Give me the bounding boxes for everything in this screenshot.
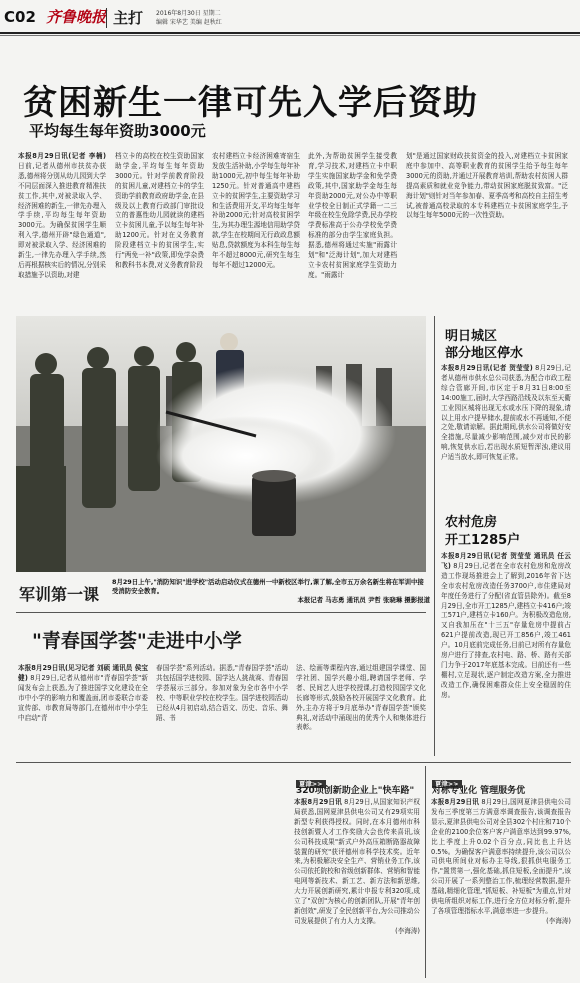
box-article-col-3: [296, 664, 426, 754]
bottom-column-divider: [425, 766, 426, 978]
bottom-left-author: (李海涛): [395, 926, 420, 935]
bottom-right-article: [431, 798, 571, 978]
main-article-text: 日前,记者从德州市扶贫办获悉,德州将分别从幼儿园到大学不同层面深入推进教育精准扶贫工作,其中,对被录取入学、经济困难的新生,一律先办理入学手续,平均每生每年资助3000元。为确保贫困学生顺利入学,德州开辟"绿色通道",即对被录取入学、经济困难的新生,一律先办理入学手续,然后再根据核实后的情况,分别采取措施予以资助,对建: [18, 161, 106, 279]
main-headline: 贫困新生一律可先入学后资助: [23, 83, 478, 123]
page-number: C02: [4, 8, 36, 26]
side2-lead: 本报8月29日讯(记者 贺莹莹 通讯员 任云飞): [441, 552, 571, 570]
main-article-col-1: [18, 152, 106, 314]
box-divider-top: [16, 612, 426, 613]
photo-illustration: [16, 316, 426, 572]
side2-article: [441, 552, 571, 756]
bottom-right-title: 对标专业化 管理服务优: [432, 786, 526, 796]
bottom-left-title: 320项创新助企业上"快车路": [296, 786, 415, 796]
main-article-text: 档立卡的高校在校生资助国家助学金,平均每生每年资助3000元。针对学前教育阶段的贫困儿童,对建档立卡的学生资助学前教育政府助学金,在县级及以上教育行政部门审批设立的普惠性幼儿园就读的建档立卡贫困儿童,予以每生每年补助1200元。针对在义务教育阶段建档立卡的贫困学生,实行"两免一补"政策,即免学杂费和教科书本费,对义务教育阶段: [115, 152, 204, 269]
newspaper-logo: 齐鲁晚报: [46, 8, 107, 26]
issue-date: 2016年8月30日 星期二: [156, 10, 221, 17]
main-article-col-3: [212, 152, 300, 314]
bottom-left-lead: 本报8月29日讯: [294, 798, 342, 806]
box-article-col-1: [18, 664, 148, 754]
bottom-right-text: 8月29日,国网夏津县供电公司发布三季度第三方满意率调查报告,该调查报告显示,夏津县供电公司对全县302个村庄和710个企业的2100余位客户客户满意率达到99.97%,比上季度上升0.02个百分点,同比也上升达0.5%。为确保客户满意率持续提升,该公司以公司供电所间业对标办主导线,狠抓供电服务工作,"置贯第一,强化基础,抓住短板,全面提升",该公司开展了一系列整治工作,梳理经营数据,提升基础,精细化管理,"抓短板、补短板"为重点,针对供电所组织对标工作,进行全方位对标分析,提升了各项管理指标水平,满意率进一步提升。: [431, 798, 571, 915]
bottom-left-text: 8月29日,从国家知识产权局获悉,国网夏津县供电公司又有29项实用新型专利获得授权。同时,在本月德州市科技创新暨人才工作奖励大会也传来喜讯,该公司科技成果"新式户外高压箱断路器故障装置的研究"获评德州市科学技术奖。近年来,为积极解决安全生产、营销业务工作,该公司依托院校和省级创新群体、营销和智能电网等新技术、新工艺、新方法和新思维,大力开展创新研究,累计申报专利320项,成立了"双创"为核心的创新团队,开展"青年创新创效",研发了全民创新平台,为公司推动公司发展提供了有力人力支撑。: [294, 798, 420, 925]
box-title: "青春国学荟"走进中小学: [32, 630, 242, 652]
column-divider: [434, 316, 435, 756]
bottom-left-tag-label: 夏津>>: [296, 780, 326, 788]
main-article-col-2: [115, 152, 204, 314]
bottom-divider: [16, 762, 571, 763]
box-lead: 本报8月29日讯(见习记者 刘硕 通讯员 侯宝健): [18, 664, 148, 682]
main-article-lead: 本报8月29日讯(记者 李楠): [18, 152, 106, 160]
side2-title-a: 农村危房: [445, 515, 498, 530]
main-article-col-4: [308, 152, 397, 314]
photo-title: 军训第一课: [19, 585, 100, 604]
box-article-col-2: [156, 664, 288, 754]
box-text: 春国学荟"系列活动。据悉,"青春国学荟"活动共包括国学进校园、国学达人挑战赛、青春国学荟展示三部分。参加对象为全市各中小学校、中等职业学校在校学生。国学进校园活动已经从4月初启动,结合语文、历史、音乐、舞蹈、书: [156, 664, 288, 722]
news-photo: [16, 316, 426, 572]
main-article-col-5: [406, 152, 568, 314]
bottom-right-lead: 本报8月29日讯: [431, 798, 480, 806]
blank-area: [16, 768, 288, 976]
main-article-text: 农村建档立卡经济困难寄宿生发放生活补助,小学每生每年补助1000元,初中每生每年补助1250元。针对普通高中建档立卡的贫困学生,主要资助学习和生活费用开支,平均每生每年补助2000元;针对高校贫困学生,为其办理生源地信用助学贷款,学生在校期间无行政政息额贴息,贷款额度为本科生每生每年不超过8000元,研究生每生每年不超过12000元。: [212, 152, 300, 269]
header-rule: [0, 32, 580, 34]
side1-text: 8月29日,记者从德州市供水总公司获悉,为配合市政工程综合管廊开间,市区定于8月31日8:00至14:00施工,届时,大学西路沿线及以东至天衢工业园区城将出现无水或水压下降的现象,请以上用水户提早储水,提前或水不再通知,不便之处,敬请谅解。据此期间,供水公司将做好安全措施,尽量减少影响范围,减少对市民的影响,恢复供水后,若出现水质短暂浑浊,建议用户适当放水,即可恢复正常。: [441, 364, 571, 462]
photo-credit: 本报记者 马志勇 通讯员 尹哲 张晓琳 摄影报道: [297, 596, 430, 604]
photo-caption-text: 8月29日上午,"消防知识"进学校"活动启动仪式在德州一中新校区举行,课了解,全市五万余名新生将在军训中接受消防安全教育。: [112, 578, 424, 595]
main-article-text: 此外,为帮助贫困学生接受教育,学习技术,对建档立卡中职学生实施国家助学金和免学费政策,其中,国家助学金每生每年资助2000元,对公办中等职业学校全日制正式学籍一二三年级在校生免除学费,民办学校学费标准高于公办学校免学费标准的部分由学生家庭负担。据悉,德州将通过实施"雨露计划"和"泛海计划",加大对建档立卡农村贫困家庭学生资助力度。"雨露计: [308, 152, 397, 279]
editor-credit: 编辑 宋华艺 美编 赵秋红: [156, 19, 222, 26]
header-rule-thin: [0, 35, 580, 36]
side1-title-a: 明日城区: [445, 329, 498, 344]
section-title: 主打: [113, 9, 144, 27]
photo-caption: [112, 578, 430, 605]
side1-title-b: 部分地区停水: [445, 346, 524, 361]
main-subhead: 平均每生每年资助3000元: [29, 122, 206, 140]
bottom-right-author: (李海涛): [546, 916, 571, 925]
side2-title-b: 开工1285户: [445, 533, 521, 548]
side1-article: [441, 364, 571, 504]
bottom-right-tag-label: 夏津>>: [432, 780, 462, 788]
side1-lead: 本报8月29日讯(记者 贺莹莹): [441, 364, 533, 372]
box-text: 8月29日,记者从德州市"青春国学荟"新闻发布会上获悉,为了推进国学文化建设在全市中小学的影响力和覆盖面,团市委联合市委宣传部、市教育局等部门,在德州市中小学生中启动"青: [18, 673, 148, 722]
side2-text: 8月29日,记者在全市农村危房和危房改造工作现场推进会上了解到,2016年省下达全市农村危房改造任务3700户,市住建局对年度任务进行了分配(省直管县除外)。截至8月29日,全市开工1285户,建档立卡416户;竣工571户,建档立卡160户。为积极改造危房,又自我加压在"十三五"存量危房中提前占621户提前改造,现已开工856户,竣工461户。10月底前完成任务,目前已对所有存量危房户进行了排查,农村电、路、桥、路有关部门力争于2017年底基本完成。目前还有一些棚村,立足现状,逐户制定改造方案,全力推进改造工作,确保困难群众住上安全稳固的住房。: [441, 561, 571, 699]
box-text: 法、绘画等课程内容,通过组建国学课堂、国学社团、国学兴趣小组,聘请国学老师、学者、民间艺人进学校授课,打造校园国学文化长廊等形式,鼓励各校开展国学文化教育。此外,主办方将于9月底举办"青春国学荟"颁奖典礼,对活动中涌现出的优秀个人和集体进行表彰。: [296, 664, 426, 732]
bottom-left-article: [294, 798, 420, 978]
main-article-text: 划"是通过国家财政扶贫资金的投入,对建档立卡贫困家庭中参加中、高等职业教育的贫困学生给予每生每年3000元的资助,并通过开展教育培训,帮助农村贫困人群提高素质和就业竞争能力,带动贫困家庭脱贫致富。"泛海计划"则针对当年参加春、夏季高考和高校自主招生考试,被普通高校录取的本专科建档立卡贫困家庭学生,予以每生每年5000元的一次性资助。: [406, 152, 568, 220]
header-separator: [106, 8, 107, 28]
